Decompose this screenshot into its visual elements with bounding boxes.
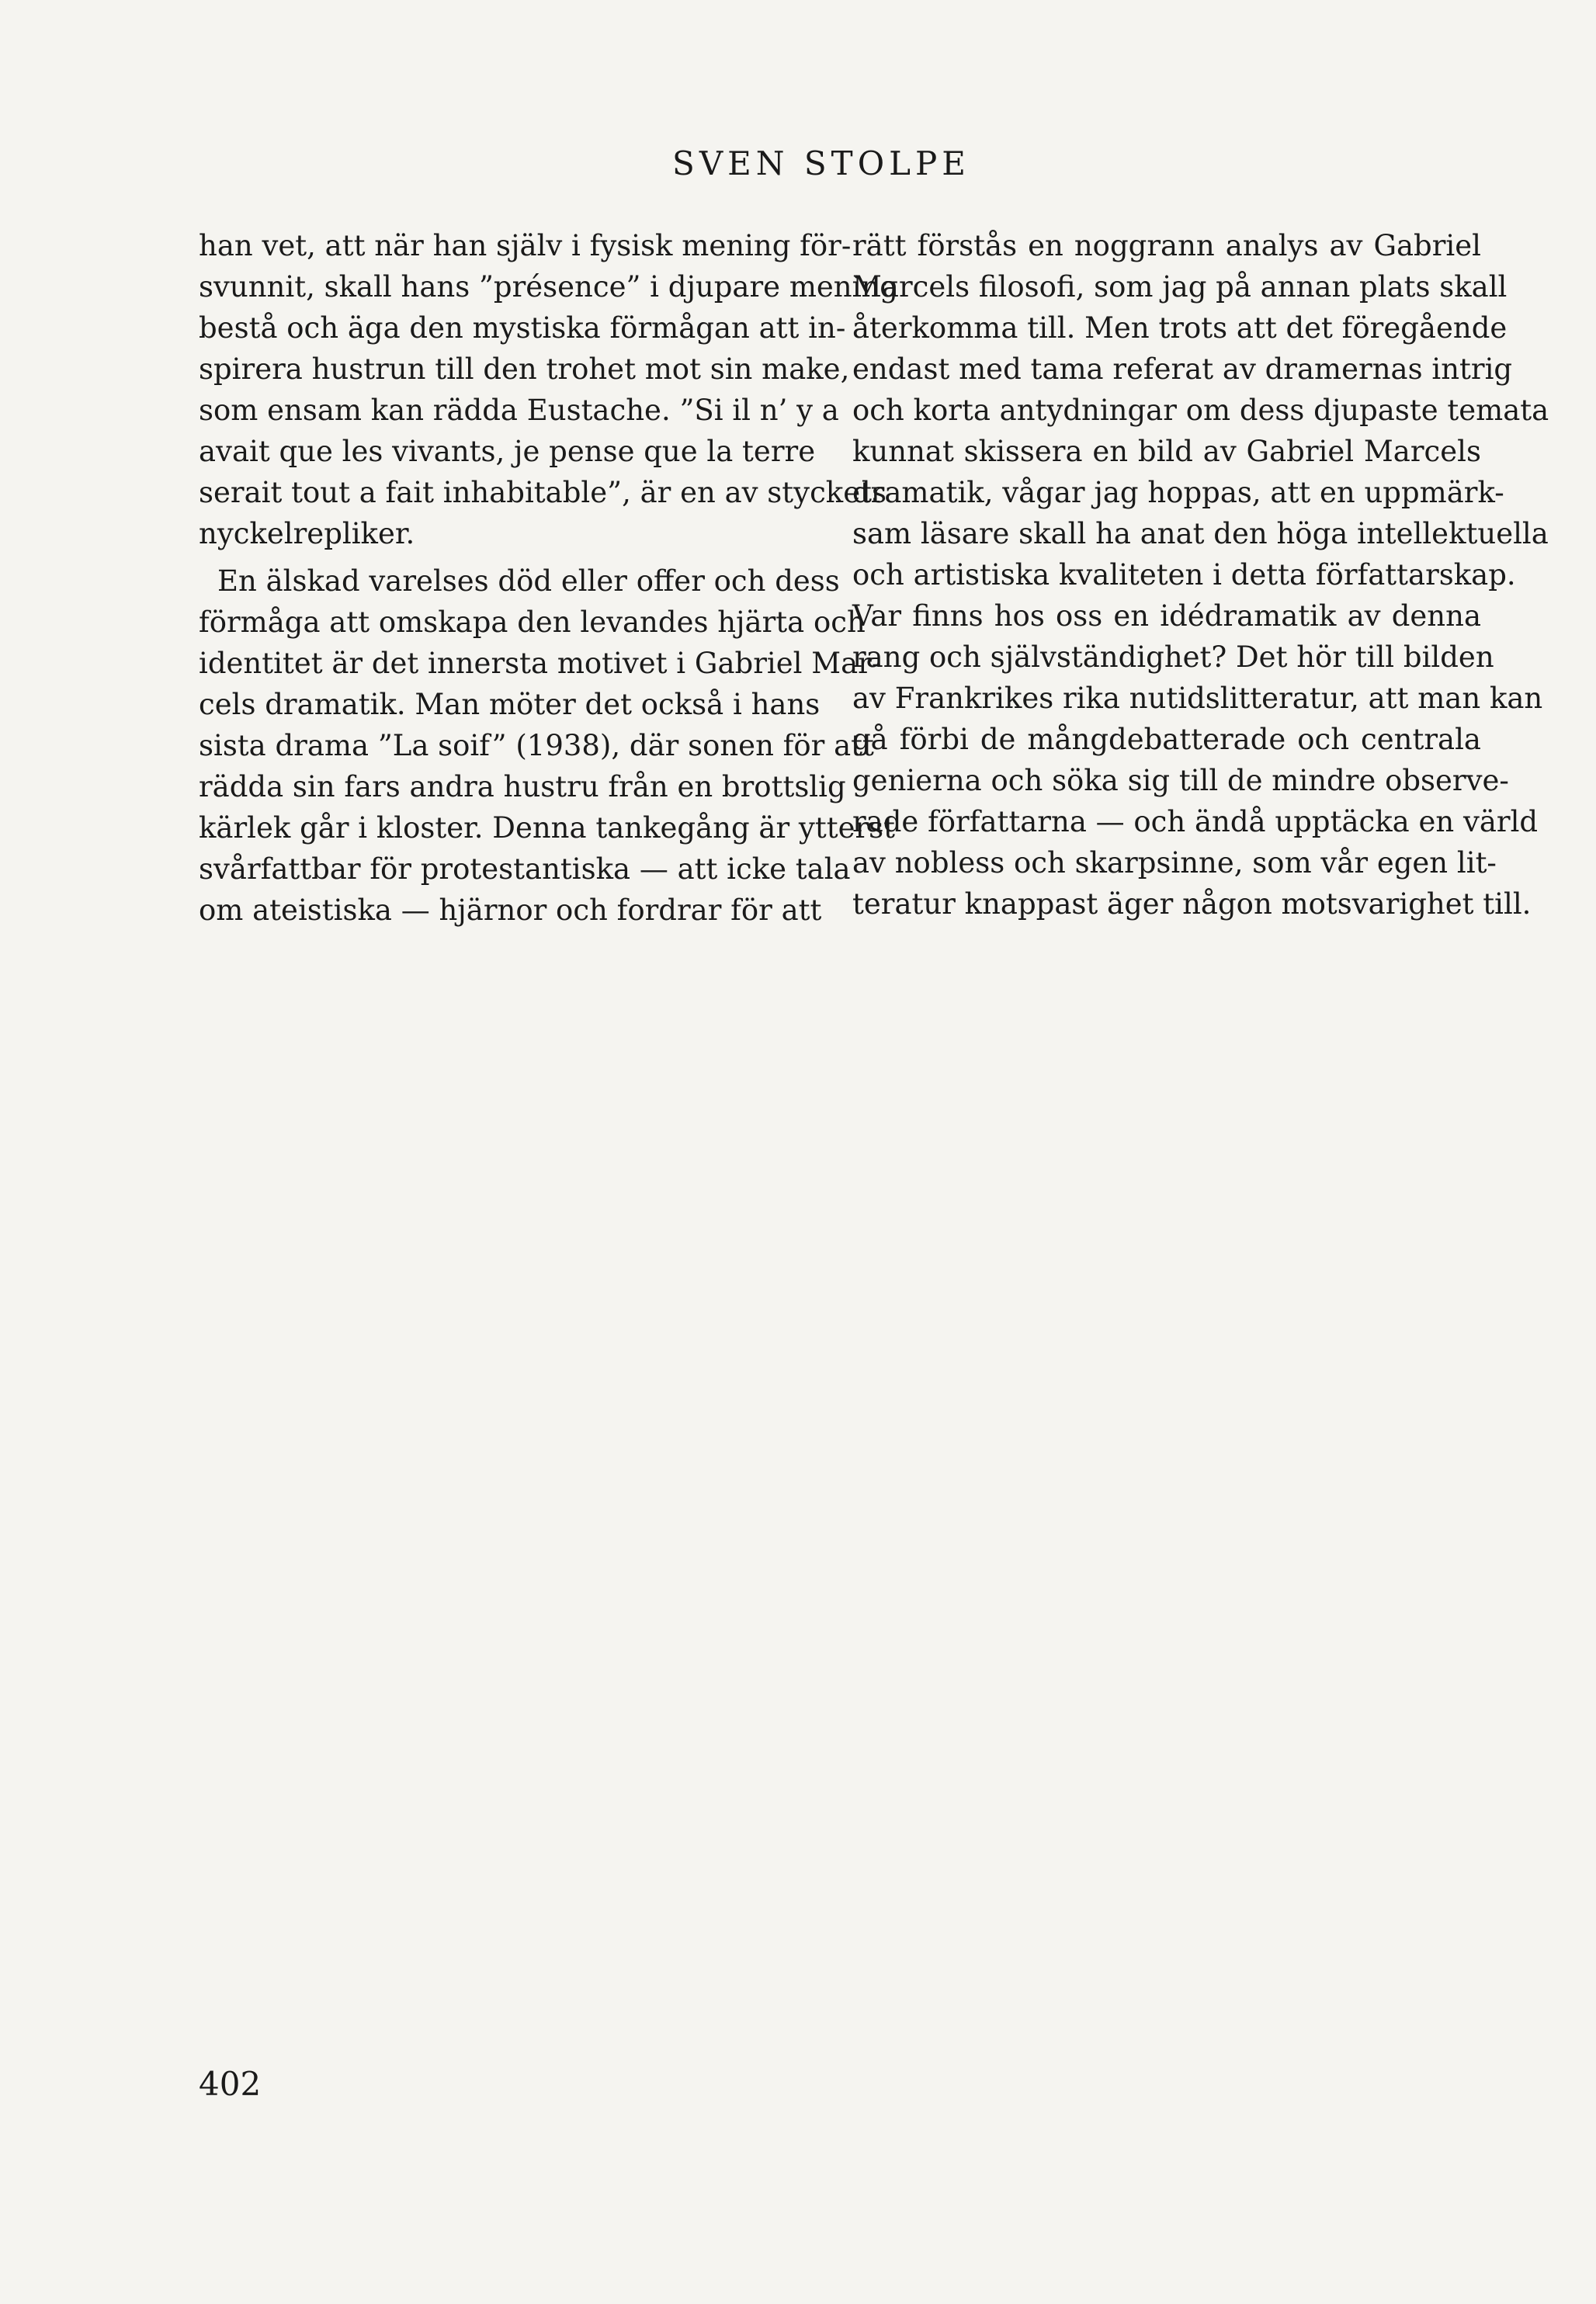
text-line: cels dramatik. Man möter det också i hans bbox=[199, 688, 821, 721]
text-line: Marcels filosofi, som jag på annan plats skall bbox=[852, 270, 1508, 304]
text-line: han vet, att när han själv i fysisk mening för- bbox=[199, 229, 852, 262]
text-line: sam läsare skall ha anat den höga intellektuella bbox=[852, 517, 1549, 550]
right-column bbox=[852, 225, 1549, 925]
text-line: Var finns hos oss en idédramatik av denna bbox=[852, 599, 1481, 633]
text-line: rang och självständighet? Det hör till bilden bbox=[852, 640, 1494, 674]
left-column bbox=[199, 225, 898, 931]
paragraph-gap bbox=[199, 554, 812, 560]
text-line: förmåga att omskapa den levandes hjärta och bbox=[199, 605, 866, 639]
text-line: och artistiska kvaliteten i detta författarskap. bbox=[852, 558, 1516, 592]
text-line: kunnat skissera en bild av Gabriel Marcels bbox=[852, 435, 1481, 468]
text-line: svunnit, skall hans ”présence” i djupare mening bbox=[199, 270, 898, 304]
text-line: kärlek går i kloster. Denna tankegång är ytterst bbox=[199, 811, 896, 845]
text-line: rätt förstås en noggrann analys av Gabriel bbox=[852, 229, 1481, 262]
text-line: och korta antydningar om dess djupaste temata bbox=[852, 394, 1549, 427]
left-paragraph-1 bbox=[199, 225, 898, 554]
text-line: bestå och äga den mystiska förmågan att in- bbox=[199, 311, 846, 345]
text-line: serait tout a fait inhabitable”, är en av styckets bbox=[199, 476, 886, 509]
text-line: svårfattbar för protestantiska — att icke tala bbox=[199, 852, 851, 886]
right-paragraph-1 bbox=[852, 225, 1549, 925]
text-line: nyckelrepliker. bbox=[199, 517, 415, 550]
text-line: genierna och söka sig till de mindre observe- bbox=[852, 764, 1509, 797]
text-line: avait que les vivants, je pense que la terre bbox=[199, 435, 816, 468]
text-line: rädda sin fars andra hustru från en brottslig bbox=[199, 770, 846, 803]
text-line: av nobless och skarpsinne, som vår egen lit- bbox=[852, 846, 1497, 880]
text-line: av Frankrikes rika nutidslitteratur, att man kan bbox=[852, 682, 1543, 715]
text-line: dramatik, vågar jag hoppas, att en uppmärk- bbox=[852, 476, 1504, 509]
text-line: sista drama ”La soif” (1938), där sonen för att bbox=[199, 729, 874, 762]
page-number: 402 bbox=[199, 2065, 262, 2103]
text-line: gå förbi de mångdebatterade och centrala bbox=[852, 723, 1481, 756]
text-line: endast med tama referat av dramernas intrig bbox=[852, 352, 1513, 386]
text-line: teratur knappast äger någon motsvarighet till. bbox=[852, 887, 1532, 921]
text-line: om ateistiska — hjärnor och fordrar för att bbox=[199, 893, 822, 927]
text-line: återkomma till. Men trots att det föregående bbox=[852, 311, 1508, 345]
text-line: rade författarna — och ändå upptäcka en värld bbox=[852, 805, 1539, 838]
text-line: identitet är det innersta motivet i Gabriel Mar- bbox=[199, 647, 882, 680]
text-line: En älskad varelses död eller offer och dess bbox=[217, 564, 840, 598]
text-line: som ensam kan rädda Eustache. ”Si il n’ y a bbox=[199, 394, 839, 427]
running-header: SVEN STOLPE bbox=[672, 144, 970, 182]
left-paragraph-2 bbox=[199, 560, 896, 931]
text-line: spirera hustrun till den trohet mot sin make, bbox=[199, 352, 850, 386]
